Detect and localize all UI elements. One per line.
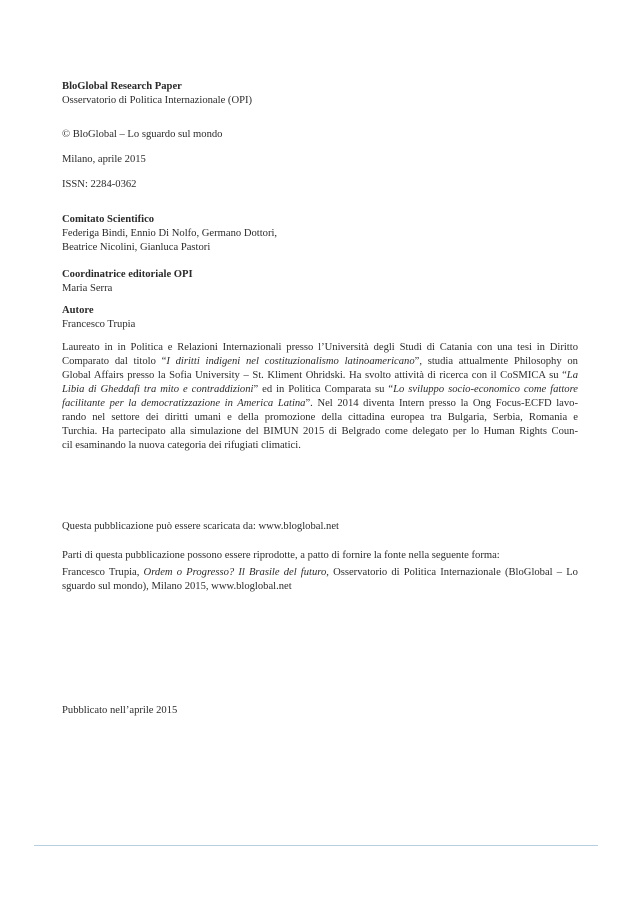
editor-name: Maria Serra <box>62 283 113 294</box>
scientific-committee <box>62 213 578 255</box>
bio-text: rando nel settore dei diritti umani e della promozione della cittadina europea tra Bulgaria, Serbia, Romania e <box>62 412 578 423</box>
published-text: Pubblicato nell’aprile 2015 <box>62 705 178 716</box>
committee-members-line1: Federiga Bindi, Ennio Di Nolfo, Germano Dottori, <box>62 228 278 239</box>
observatory-name: Osservatorio di Politica Internazionale (OPI) <box>62 95 253 106</box>
bio-line <box>62 341 578 355</box>
bio-text: Turchia. Ha partecipato alla simulazione del BIMUN 2015 di Belgrado come delegato per lo Human Rights Coun- <box>62 426 578 437</box>
reproduction-note <box>62 549 578 594</box>
citation-text: , Osservatorio di Politica Internazionale (BloGlobal – Lo <box>326 567 578 578</box>
publication-header <box>62 80 578 108</box>
copyright-line <box>62 128 578 142</box>
issn <box>62 178 578 192</box>
bio-text: Global Affairs presso la Sofia University – St. Kliment Ohridski. Ha svolto attività di ricerca con il CoSMICA su “ <box>62 370 567 381</box>
footer-divider <box>34 845 598 846</box>
bio-line <box>62 411 578 425</box>
reproduction-intro: Parti di questa pubblicazione possono essere riprodotte, a patto di fornire la fonte nella seguente forma: <box>62 550 500 561</box>
author-bio <box>62 341 578 453</box>
download-text: Questa pubblicazione può essere scaricata da: www.bloglobal.net <box>62 521 340 532</box>
bio-text: ” ed in Politica Comparata su “ <box>253 384 394 395</box>
bio-line <box>62 383 578 397</box>
bio-line <box>62 369 578 383</box>
bio-italic-title: Libia di Gheddafi tra mito e contraddizioni <box>62 384 254 395</box>
bio-italic-title: Lo sviluppo socio-economico come fattore <box>393 384 578 395</box>
copyright-text: © BloGlobal – Lo sguardo sul mondo <box>62 129 223 140</box>
citation-line2: sguardo sul mondo), Milano 2015, www.bloglobal.net <box>62 581 292 592</box>
bio-line <box>62 355 578 369</box>
bio-line <box>62 439 578 453</box>
bio-line <box>62 425 578 439</box>
bio-text: ”. Nel 2014 diventa Intern presso la Ong Focus-ECFD lavo- <box>305 398 578 409</box>
place-date-text: Milano, aprile 2015 <box>62 154 146 165</box>
bio-text: cil esaminando la nuova categoria dei rifugiati climatici. <box>62 440 301 451</box>
bio-italic-title: facilitante per la democratizzazione in America Latina <box>62 398 306 409</box>
author-heading: Autore <box>62 305 94 316</box>
author-name: Francesco Trupia <box>62 319 136 330</box>
committee-members-line2: Beatrice Nicolini, Gianluca Pastori <box>62 242 211 253</box>
citation-line1 <box>62 566 578 580</box>
bio-text: Laureato in in Politica e Relazioni Internazionali presso l’Università degli Studi di Catania con una tesi in Diritto <box>62 342 578 353</box>
author-section <box>62 304 578 332</box>
citation-title: Ordem o Progresso? Il Brasile del futuro <box>143 567 327 578</box>
publication-date-note <box>62 704 578 718</box>
bio-italic-title: I diritti indigeni nel costituzionalismo latinoamericano <box>166 356 415 367</box>
editor-heading: Coordinatrice editoriale OPI <box>62 269 193 280</box>
bio-text: ”, studia attualmente Philosophy on <box>414 356 578 367</box>
series-title: BloGlobal Research Paper <box>62 81 182 92</box>
download-note <box>62 520 578 534</box>
place-date <box>62 153 578 167</box>
committee-heading: Comitato Scientifico <box>62 214 155 225</box>
bio-text: Comparato dal titolo “ <box>62 356 167 367</box>
bio-italic-title: La <box>566 370 578 381</box>
citation-author: Francesco Trupia, <box>62 567 144 578</box>
editorial-coordinator <box>62 268 578 296</box>
bio-line <box>62 397 578 411</box>
issn-text: ISSN: 2284-0362 <box>62 179 137 190</box>
